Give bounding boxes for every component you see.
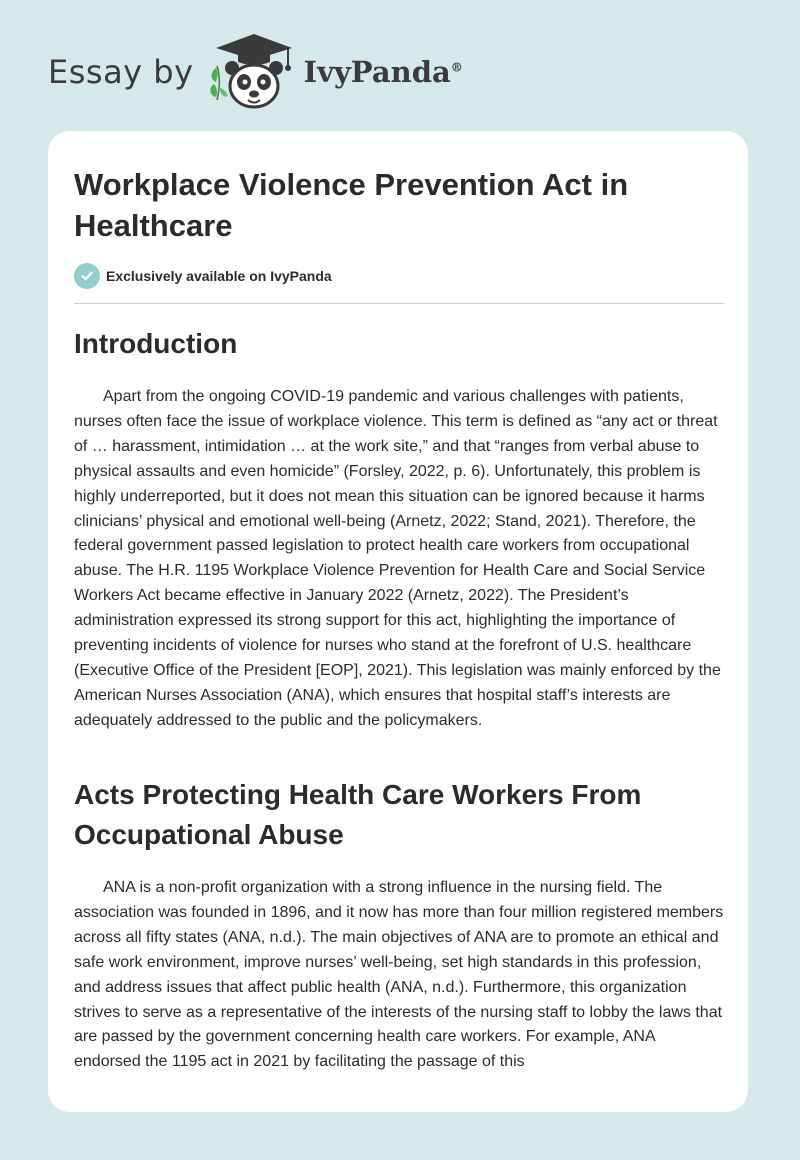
title-divider bbox=[74, 303, 724, 304]
exclusive-badge bbox=[74, 263, 332, 289]
brand-name: IvyPanda® bbox=[303, 55, 463, 89]
section-heading-introduction: Introduction bbox=[74, 328, 238, 359]
essay-card bbox=[48, 131, 748, 1112]
section-heading-acts: Acts Protecting Health Care Workers From Occupational Abuse bbox=[74, 779, 642, 850]
registered-mark: ® bbox=[450, 60, 463, 75]
exclusive-badge-label: Exclusively available on IvyPanda bbox=[106, 268, 332, 284]
ivypanda-logo-icon[interactable] bbox=[208, 32, 300, 112]
essay-title: Workplace Violence Prevention Act in Healthcare bbox=[74, 167, 629, 243]
section-paragraph-introduction: Apart from the ongoing COVID-19 pandemic and various challenges with patients, nurses often face the issue of workplace violence. This term is defined as “any act or threat of … harassment, intimidation … at the work site,” and that “ranges from verbal abuse to physical assaults and even homicide” (Forsley, 2022, p. 6). Unfortunately, this problem is highly underreported, but it does not mean this situation can be ignored because it harms clinicians’ physical and emotional well-being (Arnetz, 2022; Stand, 2021). Therefore, the federal government passed legislation to protect health care workers from occupational abuse. The H.R. 1195 Workplace Violence Prevention for Health Care and Social Service Workers Act became effective in January 2022 (Arnetz, 2022). The President’s administration expressed its strong support for this act, highlighting the importance of preventing incidents of violence for nurses who stand at the forefront of U.S. healthcare (Executive Office of the President [EOP], 2021). This legislation was mainly enforced by the American Nurses Association (ANA), which ensures that hospital staff’s interests are adequately addressed to the public and the policymakers. bbox=[74, 388, 721, 729]
brand-prefix: Essay by bbox=[48, 53, 194, 91]
brand-header bbox=[48, 32, 463, 112]
section-paragraph-acts: ANA is a non-profit organization with a strong influence in the nursing field. The association was founded in 1896, and it now has more than four million registered members across all fifty states (ANA, n.d.). The main objectives of ANA are to promote an ethical and safe work environment, improve nurses’ well-being, set high standards in this profession, and address issues that affect public health (ANA, n.d.). Furthermore, this organization strives to serve as a representative of the interests of the nursing staff to lobby the laws that are passed by the government concerning health care workers. For example, ANA endorsed the 1195 act in 2021 by facilitating the passage of this bbox=[74, 879, 724, 1071]
ivy-leaf-icon bbox=[210, 66, 228, 100]
check-badge-icon bbox=[74, 263, 100, 289]
